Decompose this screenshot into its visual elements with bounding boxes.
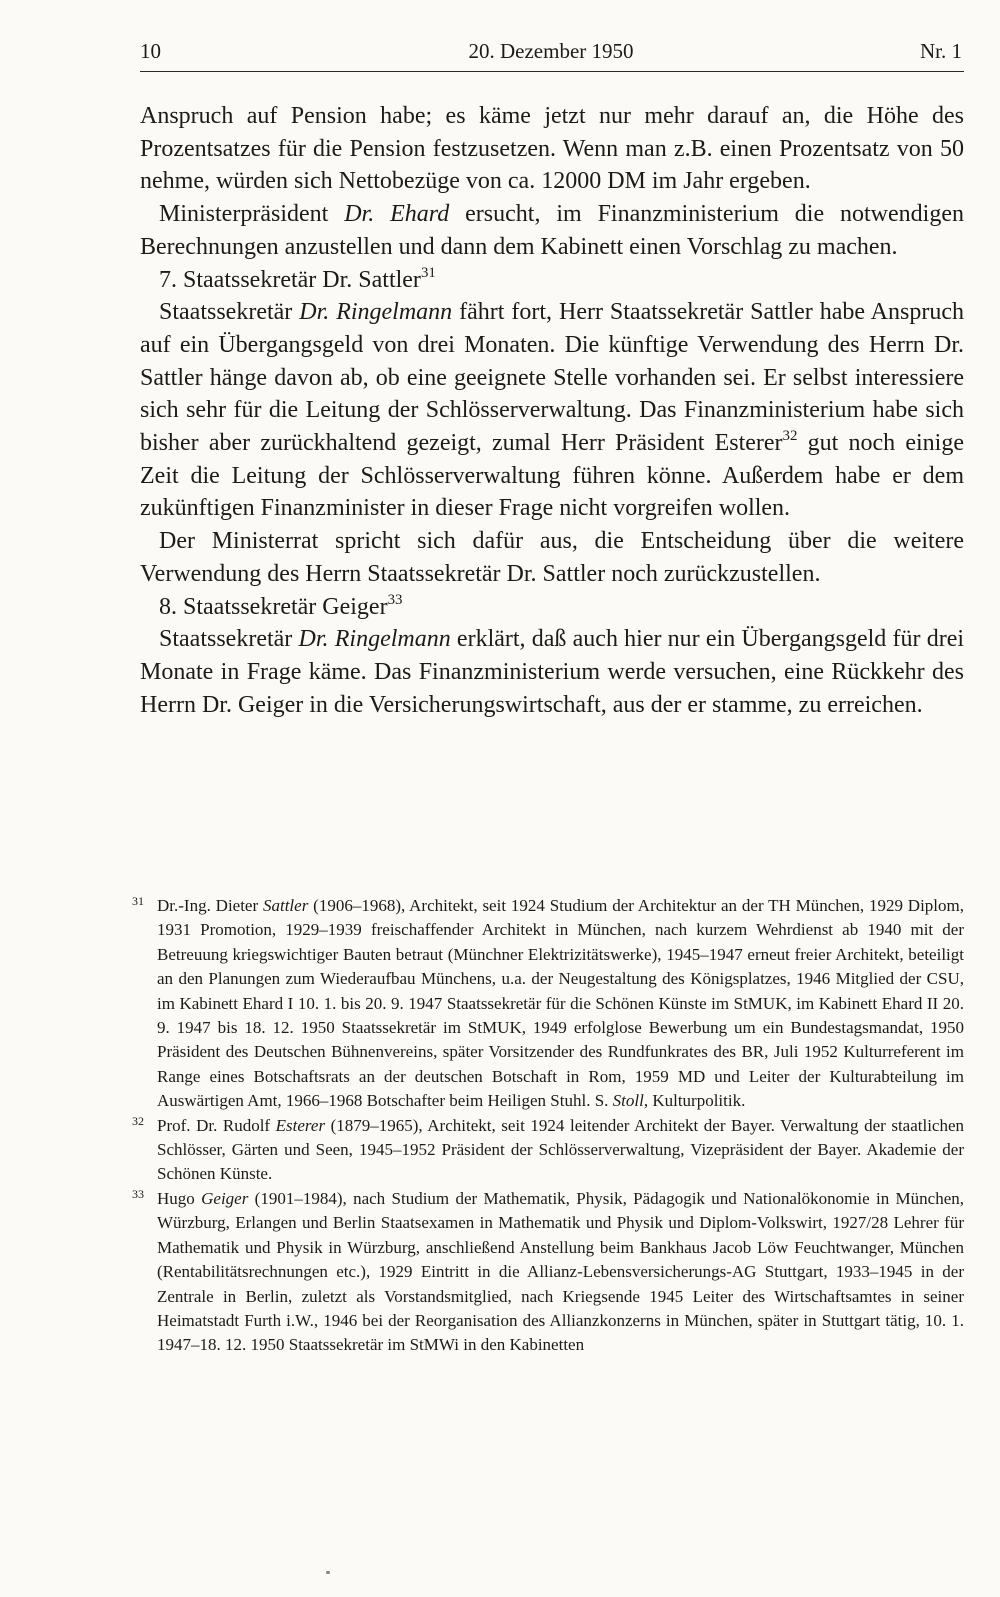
footnote-number: 31 <box>132 894 144 908</box>
footnote-ref-31[interactable]: 31 <box>420 264 436 281</box>
paragraph-ehard <box>140 198 964 263</box>
footnote-text: (1901–1984), nach Studium der Mathematik, Physik, Pädagogik und Nationalökonomie in München, Würzburg, Erlangen und Berlin Staatsexamen in Mathematik und Physik und Diplom-Volkswirt, 1927/28 Lehrer für Mathematik und Physik in Würzburg, anschließend Anstellung beim Bankhaus Jacob Löw Feuchtwanger, München (Rentabilitätsrechnungen etc.), 1929 Eintritt in die Allianz-Lebensversicherungs-AG Stuttgart, 1933–1945 in der Zentrale in Berlin, zuletzt als Vorstandsmitglied, nach Kriegsende 1945 Leiter des Wirtschaftsamtes in seiner Heimatstadt Furth i.W., 1946 bei der Reorganisation des Allianzkonzerns in München, später in Stuttgart tätig, 10. 1. 1947–18. 12. 1950 Staatssekretär im StMWi in den Kabinetten <box>157 1188 964 1355</box>
paragraph-ministerrat <box>140 525 964 590</box>
footnote-person-name: Esterer <box>275 1115 326 1135</box>
footnote-32 <box>132 1113 965 1187</box>
paragraph-pension <box>140 100 964 198</box>
footnote-text: (1879–1965), Architekt, seit 1924 leitender Architekt der Bayer. Verwaltung der staatlichen Schlösser, Gärten und Seen, 1945–1952 Präsident der Schlösserverwaltung, Vizepräsident der Bayer. Akademie der Schönen Künste. <box>157 1115 965 1184</box>
paragraph-text: Anspruch auf Pension habe; es käme jetzt nur mehr darauf an, die Höhe des Prozentsatzes für die Pension festzusetzen. Wenn man z.B. einen Prozentsatz von 50 nehme, würden sich Nettobezüge von ca. 12000 DM im Jahr ergeben. <box>140 103 964 195</box>
speaker-title: Dr. <box>298 626 329 653</box>
agenda-heading: 7. Staatssekretär Dr. Sattler <box>159 266 421 293</box>
paragraph-text: gut noch einige Zeit die Leitung der Schlösserverwaltung führen könne. Außerdem habe er dem zukünftigen Finanzminister in dieser Frage nicht vorgreifen wollen. <box>140 430 964 522</box>
header-issue-number: Nr. 1 <box>920 39 962 63</box>
paragraph-text: Staatssekretär <box>159 299 300 326</box>
footnote-number: 32 <box>132 1113 144 1128</box>
page-number: 10 <box>140 39 161 63</box>
footnote-text: Dr.-Ing. Dieter <box>157 896 263 915</box>
running-header <box>140 34 962 68</box>
footnote-text: Prof. Dr. Rudolf <box>157 1115 276 1135</box>
paragraph-ringelmann-geiger <box>140 623 964 721</box>
footnote-text: Hugo <box>157 1188 202 1208</box>
footnote-text: (1906–1968), Architekt, seit 1924 Studium der Architektur an der TH München, 1929 Diplom, 1931 Promotion, 1929–1939 freischaffender Architekt in München, nach kurzem Wehrdienst ab 1940 mit der Betreuung kriegswichtiger Bauten betraut (Münchner Elektrizitätswerke), 1945–1947 erneut freier Architekt, beteiligt an den Planungen zum Wiederaufbau Münchens, u.a. der Neugestaltung des Königsplatzes, 1946 Mitglied der CSU, im Kabinett Ehard I 10. 1. bis 20. 9. 1947 Staatssekretär für die Schönen Künste im StMUK, im Kabinett Ehard II 20. 9. 1947 bis 18. 12. 1950 Staatssekretär im StMUK, 1949 erfolglose Bewerbung um ein Bundestagsmandat, 1950 Präsident des Deutschen Bühnenvereins, später Vorsitzender des Rundfunkrates des BR, Juli 1952 Kulturreferent im Range eines Botschaftsrats an der deutschen Botschaft in Rom, 1959 MD und Leiter der Kulturabteilung im Auswärtigen Amt, 1966–1968 Botschafter beim Heiligen Stuhl. S. <box>157 896 964 1111</box>
footnote-ref-33[interactable]: 33 <box>387 591 403 608</box>
agenda-heading: 8. Staatssekretär Geiger <box>159 593 388 620</box>
paragraph-text: Der Ministerrat spricht sich dafür aus, die Entscheidung über die weitere Verwendung des Herrn Staatssekretär Dr. Sattler noch zurückzustellen. <box>140 528 964 587</box>
footnote-33 <box>132 1186 964 1358</box>
speaker-name: Ringelmann <box>334 626 451 653</box>
paragraph-text: ersucht, im Finanzministerium die notwendigen Berechnungen anzustellen und dann dem Kabinett einen Vorschlag zu machen. <box>140 201 964 260</box>
footnote-citation: Stoll <box>612 1091 644 1111</box>
paragraph-text: Ministerpräsident <box>159 201 345 228</box>
agenda-item-7 <box>140 264 964 297</box>
header-rule <box>140 71 964 72</box>
main-text <box>140 100 964 721</box>
paper-speck <box>326 1571 330 1574</box>
paragraph-text: fährt fort, Herr Staatssekretär Sattler habe Anspruch auf ein Übergangsgeld von drei Monaten. Die künftige Verwendung des Herrn Dr. Sattler hänge davon ab, ob eine geeignete Stelle vorhanden sei. Er selbst interessiere sich sehr für die Leitung der Schlösserverwaltung. Das Finanzministerium habe sich bisher aber zurückhaltend gezeigt, zumal Herr Präsident Esterer <box>140 299 964 457</box>
paragraph-ringelmann-sattler <box>140 296 964 525</box>
footnote-person-name: Sattler <box>262 896 309 915</box>
paragraph-text: Staatssekretär <box>159 626 299 653</box>
footnotes <box>132 894 965 1358</box>
paragraph-text: erklärt, daß auch hier nur ein Übergangsgeld für drei Monate in Frage käme. Das Finanzministerium werde versuchen, eine Rückkehr des Herrn Dr. Geiger in die Versicherungswirtschaft, aus der er stamme, zu erreichen. <box>140 626 965 718</box>
speaker-title: Dr. <box>344 201 375 228</box>
footnote-31 <box>132 894 964 1114</box>
agenda-item-8 <box>140 591 964 624</box>
spacer <box>374 201 390 227</box>
footnote-person-name: Geiger <box>201 1188 249 1208</box>
speaker-name: Ringelmann <box>336 299 453 326</box>
speaker-title: Dr. <box>299 299 330 326</box>
speaker-name: Ehard <box>390 201 450 228</box>
footnote-text: , Kulturpolitik. <box>643 1091 746 1111</box>
header-date: 20. Dezember 1950 <box>468 39 634 63</box>
footnote-ref-32[interactable]: 32 <box>782 428 798 445</box>
footnote-number: 33 <box>132 1186 144 1201</box>
